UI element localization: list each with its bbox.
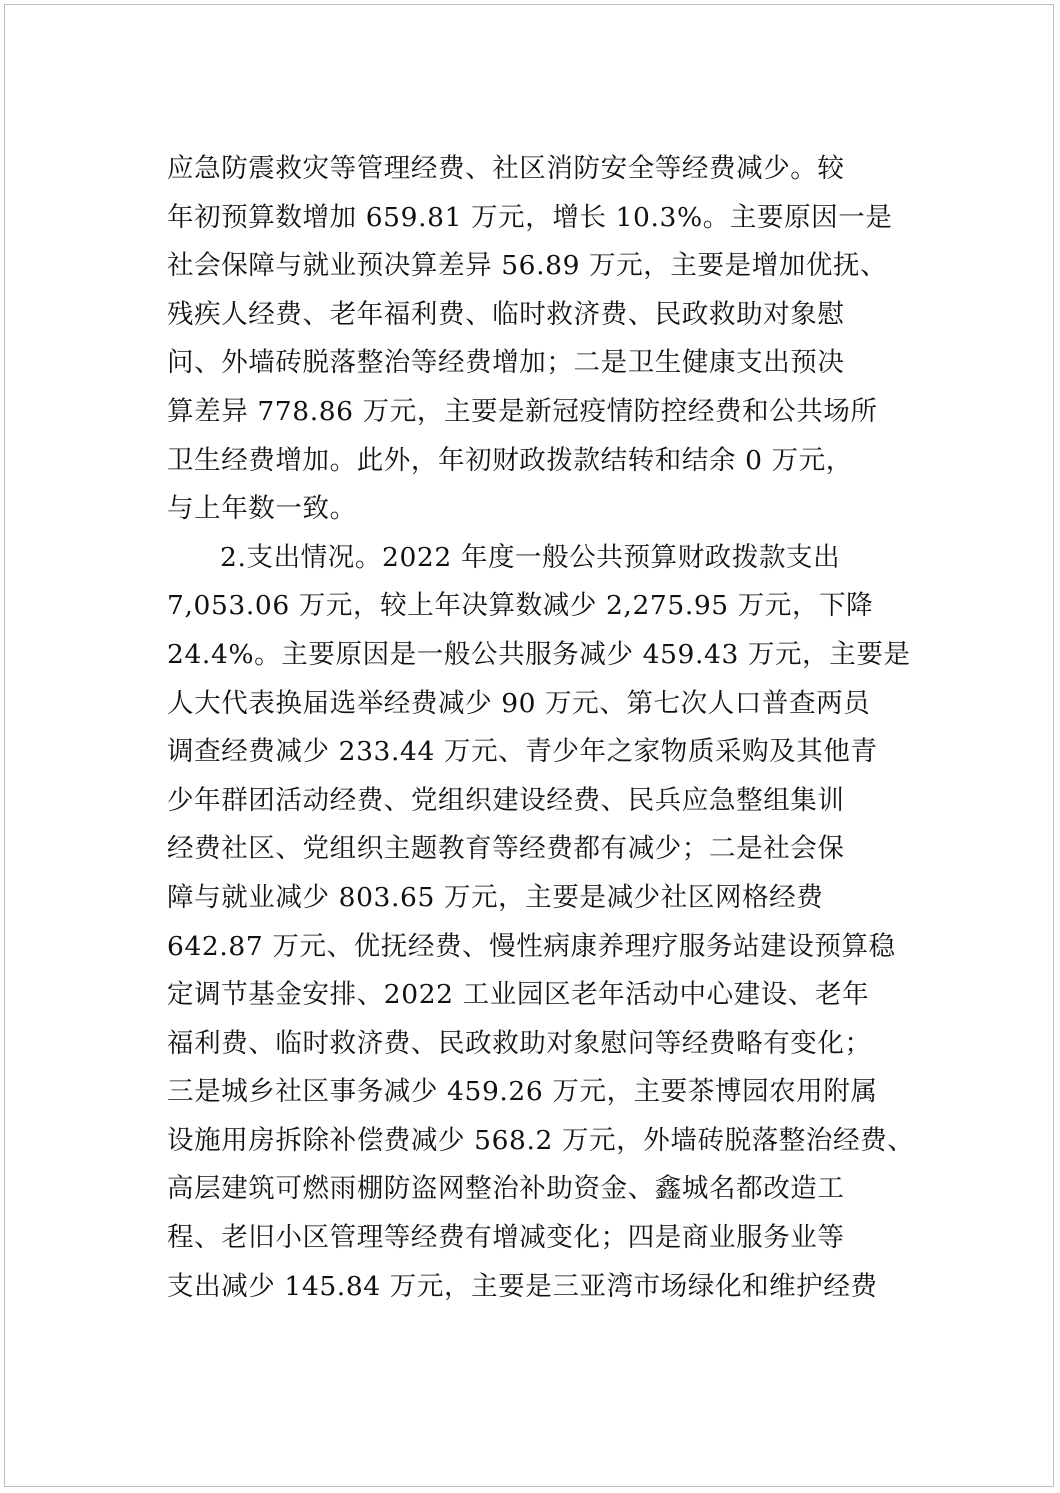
text-line: 年初预算数增加 659.81 万元，增长 10.3%。主要原因一是 [167, 201, 893, 233]
text-line: 社会保障与就业预决算差异 56.89 万元，主要是增加优抚、 [167, 250, 888, 282]
paragraph-start-line: 2.支出情况。2022 年度一般公共预算财政拨款支出 [220, 541, 841, 573]
text-line: 7,053.06 万元，较上年决算数减少 2,275.95 万元，下降 [167, 590, 874, 622]
body-text [167, 145, 927, 1311]
text-line: 残疾人经费、老年福利费、临时救济费、民政救助对象慰 [167, 298, 845, 330]
text-line: 支出减少 145.84 万元，主要是三亚湾市场绿化和维护经费 [167, 1270, 878, 1302]
text-line: 24.4%。主要原因是一般公共服务减少 459.43 万元，主要是 [167, 638, 911, 670]
text-line: 福利费、临时救济费、民政救助对象慰问等经费略有变化； [167, 1027, 872, 1059]
text-line: 调查经费减少 233.44 万元、青少年之家物质采购及其他青 [167, 736, 878, 768]
text-line: 设施用房拆除补偿费减少 568.2 万元，外墙砖脱落整治经费、 [167, 1124, 915, 1156]
text-line: 少年群团活动经费、党组织建设经费、民兵应急整组集训 [167, 784, 845, 816]
text-line: 人大代表换届选举经费减少 90 万元、第七次人口普查两员 [167, 687, 871, 719]
text-line: 算差异 778.86 万元，主要是新冠疫情防控经费和公共场所 [167, 395, 878, 427]
text-line: 定调节基金安排、2022 工业园区老年活动中心建设、老年 [167, 979, 870, 1011]
text-line: 三是城乡社区事务减少 459.26 万元，主要茶博园农用附属 [167, 1076, 878, 1108]
text-line: 应急防震救灾等管理经费、社区消防安全等经费减少。较 [167, 153, 845, 184]
text-line: 高层建筑可燃雨棚防盗网整治补助资金、鑫城名都改造工 [167, 1173, 845, 1205]
text-line: 问、外墙砖脱落整治等经费增加；二是卫生健康支出预决 [167, 347, 845, 379]
document-page [4, 4, 1054, 1487]
text-line: 经费社区、党组织主题教育等经费都有减少；二是社会保 [167, 833, 845, 865]
text-line: 卫生经费增加。此外，年初财政拨款结转和结余 0 万元， [167, 444, 853, 476]
text-line: 642.87 万元、优抚经费、慢性病康养理疗服务站建设预算稳 [167, 930, 896, 962]
text-line: 与上年数一致。 [167, 493, 357, 525]
text-line: 障与就业减少 803.65 万元，主要是减少社区网格经费 [167, 881, 824, 913]
text-line: 程、老旧小区管理等经费有增减变化；四是商业服务业等 [167, 1222, 845, 1254]
